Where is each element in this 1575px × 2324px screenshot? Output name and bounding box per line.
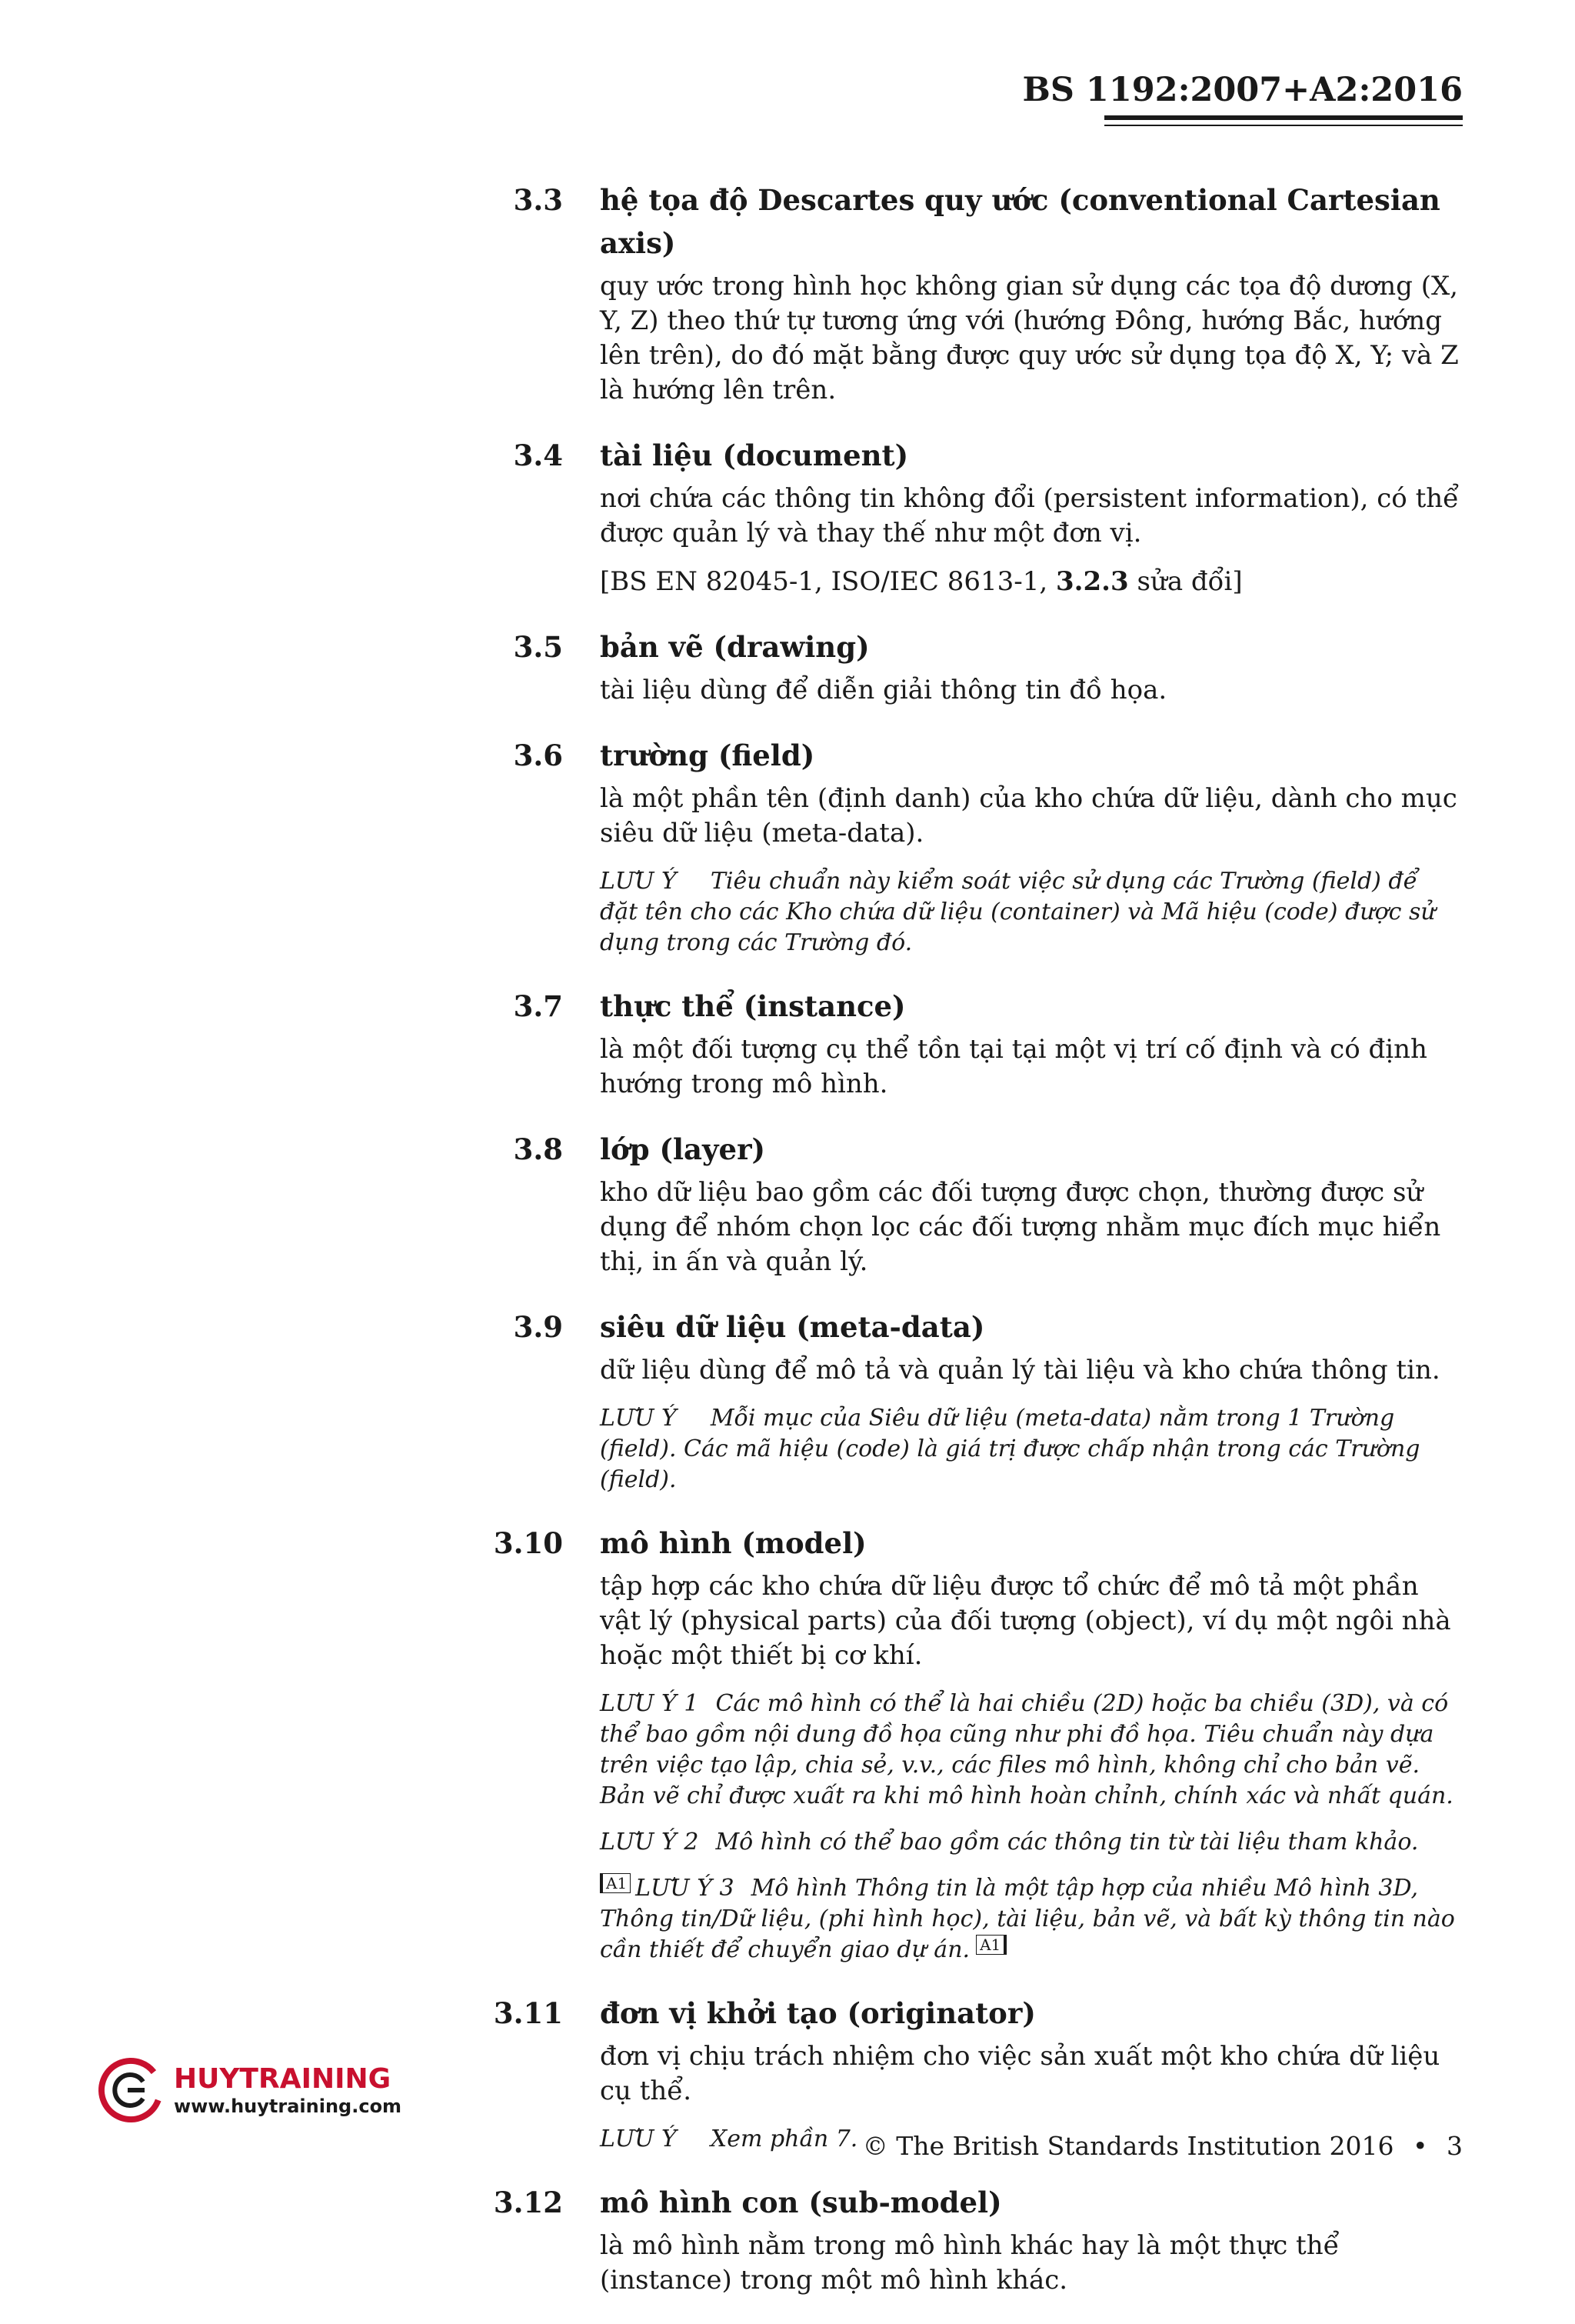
- reference-suffix: sửa đổi]: [1128, 566, 1243, 597]
- term-definition: tài liệu dùng để diễn giải thông tin đồ họa.: [600, 675, 1167, 705]
- source-reference: [600, 565, 1461, 599]
- clause-number: 3.10: [493, 1526, 563, 1560]
- header-rule-thick: [1104, 115, 1463, 120]
- definition-entry: [477, 434, 1461, 599]
- term-heading: lớp (layer): [600, 1132, 766, 1166]
- clause-number: 3.3: [513, 183, 563, 217]
- note-text: Mỗi mục của Siêu dữ liệu (meta-data) nằm trong 1 Trường (field). Các mã hiệu (code) là giá trị được chấp nhận trong các Trường (field).: [600, 1405, 1420, 1493]
- term-definition: tập hợp các kho chứa dữ liệu được tổ chức để mô tả một phần vật lý (physical parts) của đối tượng (object), ví dụ một ngôi nhà hoặc một thiết bị cơ khí.: [600, 1571, 1451, 1671]
- logo-emblem-icon: [97, 2056, 168, 2125]
- note-3: [600, 1873, 1461, 1966]
- note-text: Tiêu chuẩn này kiểm soát việc sử dụng các Trường (field) để đặt tên cho các Kho chứa dữ liệu (container) và Mã hiệu (code) được sử dụng trong các Trường đó.: [600, 868, 1436, 956]
- term-heading: bản vẽ (drawing): [600, 630, 870, 664]
- definition-entry: [477, 178, 1461, 408]
- term-definition: dữ liệu dùng để mô tả và quản lý tài liệu và kho chứa thông tin.: [600, 1355, 1440, 1385]
- clause-number: 3.8: [513, 1132, 563, 1166]
- note-text: Mô hình Thông tin là một tập hợp của nhiều Mô hình 3D, Thông tin/Dữ liệu, (phi hình học), tài liệu, bản vẽ, và bất kỳ thông tin nào cần thiết để chuyển giao dự án.: [600, 1875, 1455, 1963]
- clause-number: 3.5: [513, 630, 563, 664]
- definitions-list: [477, 178, 1461, 2324]
- copyright-text: © The British Standards Institution 2016: [862, 2131, 1394, 2161]
- term-heading: mô hình con (sub-model): [600, 2186, 1002, 2219]
- term-definition: quy ước trong hình học không gian sử dụng các tọa độ dương (X, Y, Z) theo thứ tự tương ứng với (hướng Đông, hướng Bắc, hướng lên trên), do đó mặt bằng được quy ước sử dụng tọa độ X, Y; và Z là hướng lên trên.: [600, 271, 1459, 405]
- reference-text: [BS EN 82045-1, ISO/IEC 8613-1,: [600, 566, 1057, 597]
- definition-entry: [477, 1305, 1461, 1495]
- note-label: LƯU Ý 2: [600, 1829, 699, 1856]
- clause-number: 3.11: [493, 1996, 563, 2030]
- note-text: Các mô hình có thể là hai chiều (2D) hoặc ba chiều (3D), và có thể bao gồm nội dung đồ họa cũng như phi đồ họa. Tiêu chuẩn này dựa trên việc tạo lập, chia sẻ, v.v., các files mô hình, không chỉ cho bản vẽ. Bản vẽ chỉ được xuất ra khi mô hình hoàn chỉnh, chính xác và nhất quán.: [600, 1690, 1453, 1809]
- logo-url[interactable]: www.huytraining.com: [174, 2096, 402, 2117]
- term-heading: trường (field): [600, 739, 815, 772]
- term-definition: kho dữ liệu bao gồm các đối tượng được chọn, thường được sử dụng để nhóm chọn lọc các đối tượng nhằm mục đích mục hiển thị, in ấn và quản lý.: [600, 1177, 1441, 1277]
- definition-entry: [477, 985, 1461, 1102]
- term-heading: siêu dữ liệu (meta-data): [600, 1310, 985, 1344]
- note-label: LƯU Ý 3: [635, 1875, 734, 1902]
- term-definition: nơi chứa các thông tin không đổi (persistent information), có thể được quản lý và thay thế như một đơn vị.: [600, 483, 1460, 548]
- page-number: 3: [1447, 2131, 1463, 2161]
- clause-number: 3.9: [513, 1310, 563, 1344]
- note: [600, 1403, 1461, 1495]
- term-definition: là một đối tượng cụ thể tồn tại tại một vị trí cố định và có định hướng trong mô hình.: [600, 1034, 1427, 1099]
- note-label: LƯU Ý 1: [600, 1690, 699, 1717]
- note-label: LƯU Ý: [600, 1405, 677, 1432]
- definition-entry: [477, 734, 1461, 959]
- term-heading: thực thể (instance): [600, 989, 906, 1023]
- amendment-start-marker: A1: [600, 1873, 631, 1893]
- definition-entry: [477, 1522, 1461, 1966]
- header-rule-thin: [1104, 125, 1463, 126]
- huytraining-logo[interactable]: [97, 2056, 402, 2125]
- note-text: Mô hình có thể bao gồm các thông tin từ tài liệu tham khảo.: [715, 1829, 1419, 1856]
- clause-number: 3.12: [493, 2186, 563, 2219]
- term-definition: là mô hình nằm trong mô hình khác hay là một thực thể (instance) trong một mô hình khác.: [600, 2230, 1340, 2296]
- term-definition: là một phần tên (định danh) của kho chứa dữ liệu, dành cho mục siêu dữ liệu (meta-data).: [600, 783, 1457, 849]
- term-heading: đơn vị khởi tạo (originator): [600, 1996, 1036, 2030]
- definition-entry: [477, 1128, 1461, 1279]
- amendment-end-marker: A1: [976, 1935, 1007, 1955]
- definition-entry: [477, 2181, 1461, 2298]
- note-label: LƯU Ý: [600, 2126, 677, 2152]
- logo-name: HUYTRAINING: [174, 2063, 391, 2095]
- standard-number: BS 1192:2007+A2:2016: [1022, 71, 1463, 109]
- clause-number: 3.4: [513, 438, 563, 472]
- footer-separator: •: [1413, 2131, 1428, 2161]
- page-footer: [863, 2131, 1463, 2161]
- term-definition: đơn vị chịu trách nhiệm cho việc sản xuất một kho chứa dữ liệu cụ thể.: [600, 2041, 1440, 2106]
- term-heading: mô hình (model): [600, 1526, 867, 1560]
- note-label: LƯU Ý: [600, 868, 677, 895]
- note-2: [600, 1827, 1461, 1858]
- clause-number: 3.6: [513, 739, 563, 772]
- term-heading: hệ tọa độ Descartes quy ước (conventional Cartesian axis): [600, 183, 1440, 260]
- note: [600, 866, 1461, 959]
- note-1: [600, 1689, 1461, 1812]
- note-text: Xem phần 7.: [710, 2126, 858, 2152]
- term-heading: tài liệu (document): [600, 438, 909, 472]
- reference-clause: 3.2.3: [1056, 566, 1129, 597]
- definition-entry: [477, 625, 1461, 708]
- clause-number: 3.7: [513, 989, 563, 1023]
